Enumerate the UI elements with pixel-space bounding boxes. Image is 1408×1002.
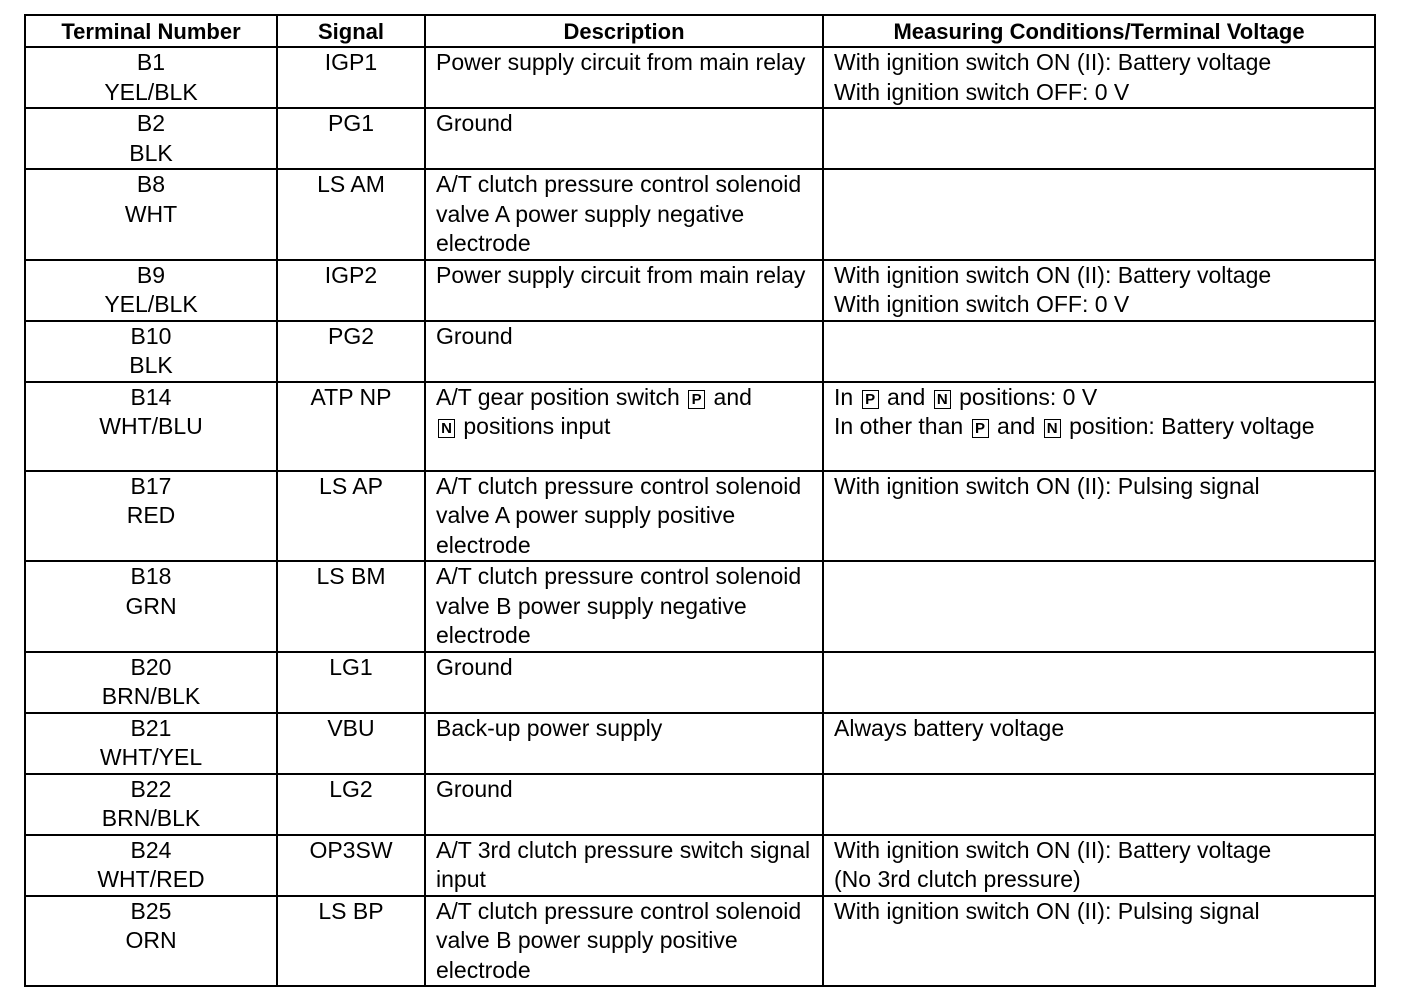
terminal-cell <box>25 47 277 108</box>
terminal-cell <box>25 774 277 835</box>
condition-line: With ignition switch OFF: 0 V <box>834 78 1130 105</box>
description-cell: Ground <box>425 108 823 169</box>
table-row <box>25 774 1375 835</box>
table-row <box>25 47 1375 108</box>
condition-line: With ignition switch ON (II): Pulsing signal <box>834 472 1260 499</box>
table-row <box>25 471 1375 562</box>
signal-cell: ATP NP <box>277 382 425 471</box>
gear-p-box: P <box>862 390 879 409</box>
header-signal: Signal <box>277 15 425 47</box>
gear-n-box: N <box>934 390 951 409</box>
terminal-cell <box>25 260 277 321</box>
signal-cell: VBU <box>277 713 425 774</box>
header-row <box>25 15 1375 47</box>
conditions-cell <box>823 835 1375 896</box>
terminal-number: B22 <box>130 775 172 802</box>
header-description: Description <box>425 15 823 47</box>
description-cell: A/T clutch pressure control solenoid valve A power supply positive electrode <box>425 471 823 562</box>
terminal-number: B20 <box>130 653 172 680</box>
table-row <box>25 713 1375 774</box>
terminal-cell <box>25 382 277 471</box>
conditions-cell <box>823 652 1375 713</box>
description-cell: Ground <box>425 652 823 713</box>
signal-cell: PG1 <box>277 108 425 169</box>
terminal-number: B8 <box>136 171 166 197</box>
table-row <box>25 652 1375 713</box>
table-row <box>25 321 1375 382</box>
header-terminal-number: Terminal Number <box>25 15 277 47</box>
conditions-cell <box>823 774 1375 835</box>
table-row <box>25 169 1375 260</box>
terminal-number: B18 <box>130 563 172 589</box>
signal-cell: PG2 <box>277 321 425 382</box>
wire-color: BLK <box>129 352 173 378</box>
header-measuring-conditions: Measuring Conditions/Terminal Voltage <box>823 15 1375 47</box>
conditions-cell <box>823 382 1375 471</box>
conditions-cell <box>823 260 1375 321</box>
terminal-number: B2 <box>136 110 166 136</box>
condition-line: With ignition switch OFF: 0 V <box>834 291 1130 317</box>
wire-color: RED <box>126 502 176 528</box>
description-cell: Ground <box>425 321 823 382</box>
conditions-cell <box>823 561 1375 652</box>
wire-color: WHT <box>124 200 178 227</box>
description-cell: Power supply circuit from main relay <box>425 260 823 321</box>
condition-line: Always battery voltage <box>834 714 1065 741</box>
conditions-cell <box>823 108 1375 169</box>
terminal-cell <box>25 713 277 774</box>
gear-n-box: N <box>1044 419 1061 438</box>
wire-color: YEL/BLK <box>104 78 198 105</box>
description-cell: A/T clutch pressure control solenoid valve B power supply positive electrode <box>425 896 823 987</box>
table-row <box>25 108 1375 169</box>
description-cell: A/T 3rd clutch pressure switch signal input <box>425 835 823 896</box>
terminal-cell <box>25 321 277 382</box>
table-row <box>25 561 1375 652</box>
description-cell: Back-up power supply <box>425 713 823 774</box>
condition-line: In other than P and N position: Battery voltage <box>834 413 1315 439</box>
terminal-number: B24 <box>130 836 172 863</box>
signal-cell: LS BM <box>277 561 425 652</box>
wire-color: ORN <box>125 927 177 953</box>
signal-cell: IGP2 <box>277 260 425 321</box>
signal-cell: OP3SW <box>277 835 425 896</box>
conditions-cell <box>823 713 1375 774</box>
table-row <box>25 382 1375 471</box>
description-cell: A/T clutch pressure control solenoid valve A power supply negative electrode <box>425 169 823 260</box>
condition-line: In P and N positions: 0 V <box>834 383 1098 410</box>
description-cell <box>425 382 823 471</box>
description-line: N positions input <box>436 412 816 442</box>
gear-n-box: N <box>438 419 455 438</box>
gear-p-box: P <box>972 419 989 438</box>
wire-color: GRN <box>125 592 177 619</box>
wire-color: BLK <box>129 139 173 166</box>
table-row <box>25 835 1375 896</box>
wire-color: BRN/BLK <box>101 683 201 709</box>
condition-line: (No 3rd clutch pressure) <box>834 866 1081 892</box>
terminal-number: B21 <box>130 714 172 741</box>
terminal-number: B9 <box>136 261 166 288</box>
terminal-number: B25 <box>130 897 172 924</box>
conditions-cell <box>823 321 1375 382</box>
conditions-cell <box>823 47 1375 108</box>
conditions-cell <box>823 169 1375 260</box>
conditions-cell <box>823 896 1375 987</box>
terminal-cell <box>25 652 277 713</box>
description-cell: Power supply circuit from main relay <box>425 47 823 108</box>
description-line: A/T gear position switch P and <box>436 383 752 410</box>
signal-cell: LS AP <box>277 471 425 562</box>
terminal-cell <box>25 835 277 896</box>
condition-line: With ignition switch ON (II): Battery voltage <box>834 836 1272 863</box>
terminal-cell <box>25 561 277 652</box>
description-cell: A/T clutch pressure control solenoid valve B power supply negative electrode <box>425 561 823 652</box>
terminal-cell <box>25 471 277 562</box>
wire-color: YEL/BLK <box>104 291 198 317</box>
terminal-cell <box>25 169 277 260</box>
signal-cell: LG2 <box>277 774 425 835</box>
signal-cell: IGP1 <box>277 47 425 108</box>
gear-p-box: P <box>688 390 705 409</box>
condition-line: With ignition switch ON (II): Battery voltage <box>834 49 1272 75</box>
wire-color: BRN/BLK <box>101 805 201 831</box>
table-row <box>25 896 1375 987</box>
wire-color: WHT/BLU <box>99 413 203 439</box>
signal-cell: LG1 <box>277 652 425 713</box>
conditions-cell <box>823 471 1375 562</box>
signal-cell: LS AM <box>277 169 425 260</box>
terminal-cell <box>25 896 277 987</box>
terminal-table <box>24 14 1376 987</box>
terminal-cell <box>25 108 277 169</box>
terminal-number: B14 <box>130 383 172 410</box>
wire-color: WHT/RED <box>97 866 205 892</box>
terminal-number: B10 <box>130 322 172 349</box>
condition-line: With ignition switch ON (II): Pulsing signal <box>834 897 1260 924</box>
wire-color: WHT/YEL <box>99 744 203 770</box>
terminal-number: B17 <box>130 472 172 499</box>
signal-cell: LS BP <box>277 896 425 987</box>
condition-line: With ignition switch ON (II): Battery voltage <box>834 261 1272 288</box>
table-row <box>25 260 1375 321</box>
description-cell: Ground <box>425 774 823 835</box>
terminal-number: B1 <box>136 49 166 75</box>
